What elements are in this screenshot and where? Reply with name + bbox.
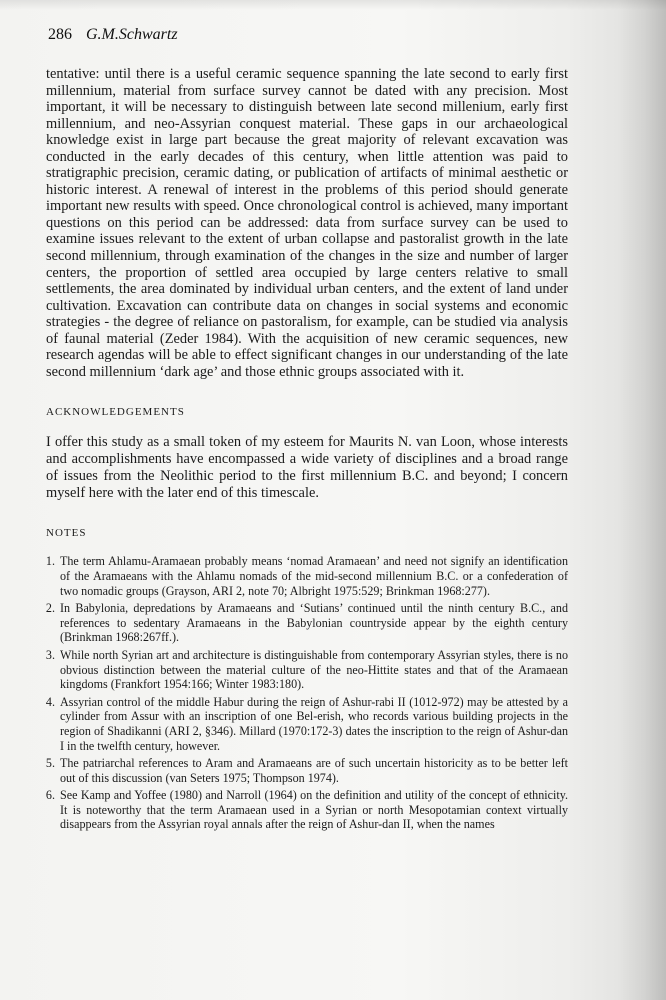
note-text: The term Ahlamu-Aramaean probably means ‘nomad Aramaean’ and need not signify an identification of the Aramaeans with the Ahlamu nomads of the mid-second millennium B.C. or a confederation of two nomadic groups (Grayson, ARI 2, note 70; Albright 1975:529; Brinkman 1968:277). bbox=[60, 554, 568, 598]
page-number: 286 bbox=[48, 26, 72, 43]
note-number: 1. bbox=[45, 554, 55, 569]
page-content bbox=[46, 66, 568, 835]
note-item bbox=[46, 695, 568, 753]
notes-list bbox=[46, 554, 568, 832]
note-item bbox=[46, 601, 568, 645]
notes-heading: NOTES bbox=[46, 527, 87, 540]
note-text: In Babylonia, depredations by Aramaeans and ‘Sutians’ continued until the ninth century B.C., and references to sedentary Aramaeans in the Babylonian countryside appear by the eighth century (Brinkman 1968:267ff.). bbox=[60, 601, 568, 645]
page-top-edge bbox=[0, 0, 666, 10]
note-text: Assyrian control of the middle Habur during the reign of Ashur-rabi II (1012-972) may be attested by a cylinder from Assur with an inscription of one Bel-erish, who records various building projects in the region of Shadikanni (ARI 2, §346). Millard (1970:172-3) dates the inscription to the reign of Ashur-dan I in the twelfth century, however. bbox=[60, 694, 568, 753]
note-number: 2. bbox=[45, 601, 55, 616]
note-number: 5. bbox=[45, 756, 55, 771]
note-text: See Kamp and Yoffee (1980) and Narroll (1964) on the definition and utility of the concept of ethnicity. It is noteworthy that the term Aramaean used in a Syrian or north Mesopotamian context virtually disappears from the Assyrian royal annals after the reign of Ashur-dan II, when the names bbox=[60, 788, 568, 832]
note-item bbox=[46, 756, 568, 785]
note-text: While north Syrian art and architecture is distinguishable from contemporary Assyrian styles, there is no obvious distinction between the material culture of the neo-Hittite states and that of the Aramaean kingdoms (Frankfort 1954:166; Winter 1983:180). bbox=[60, 647, 568, 692]
note-number: 3. bbox=[45, 647, 55, 662]
note-number: 6. bbox=[45, 788, 55, 803]
note-text: The patriarchal references to Aram and Aramaeans are of such uncertain historicity as to be better left out of this discussion (van Seters 1975; Thompson 1974). bbox=[60, 756, 568, 785]
note-item bbox=[46, 648, 568, 692]
running-head-author: G.M.Schwartz bbox=[86, 26, 178, 43]
note-item bbox=[46, 788, 568, 832]
page-header bbox=[48, 26, 178, 44]
note-number: 4. bbox=[45, 694, 55, 709]
page-gutter-shadow bbox=[618, 0, 666, 1000]
note-item bbox=[46, 554, 568, 598]
acknowledgements-paragraph: I offer this study as a small token of my esteem for Maurits N. van Loon, whose interests and accomplishments have encompassed a wide variety of disciplines and a broad range of issues from the Neolithic period to the first millennium B.C. and beyond; I concern myself here with the later end of this timescale. bbox=[46, 434, 568, 502]
acknowledgements-heading: ACKNOWLEDGEMENTS bbox=[46, 406, 185, 419]
body-paragraph: tentative: until there is a useful ceramic sequence spanning the late second to early first millennium, material from surface survey cannot be dated with any precision. Most important, it will be necessary to distinguish between late second millenium, early first millennium, and neo-Assyrian conquest material. These gaps in our archaeological knowledge exist in large part because the great majority of relevant excavation was conducted in the early decades of this century, when little attention was paid to stratigraphic precision, ceramic dating, or publication of artifacts of minimal aesthetic or historic interest. A renewal of interest in the problems of this period should generate important new results with speed. Once chronological control is achieved, many important questions on this period can be addressed: data from surface survey can be used to examine issues relevant to the extent of urban collapse and pastoralist growth in the late second millennium, through examination of the changes in the size and number of larger centers, the proportion of settled area occupied by large centers relative to small settlements, the area dominated by individual urban centers, and the extent of land under cultivation. Excavation can contribute data on changes in social systems and economic strategies - the degree of reliance on pastoralism, for example, can be studied via analysis of faunal material (Zeder 1984). With the acquisition of new ceramic sequences, new research agendas will be able to effect significant changes in our understanding of the late second millennium ‘dark age’ and those ethnic groups associated with it. bbox=[46, 66, 568, 380]
